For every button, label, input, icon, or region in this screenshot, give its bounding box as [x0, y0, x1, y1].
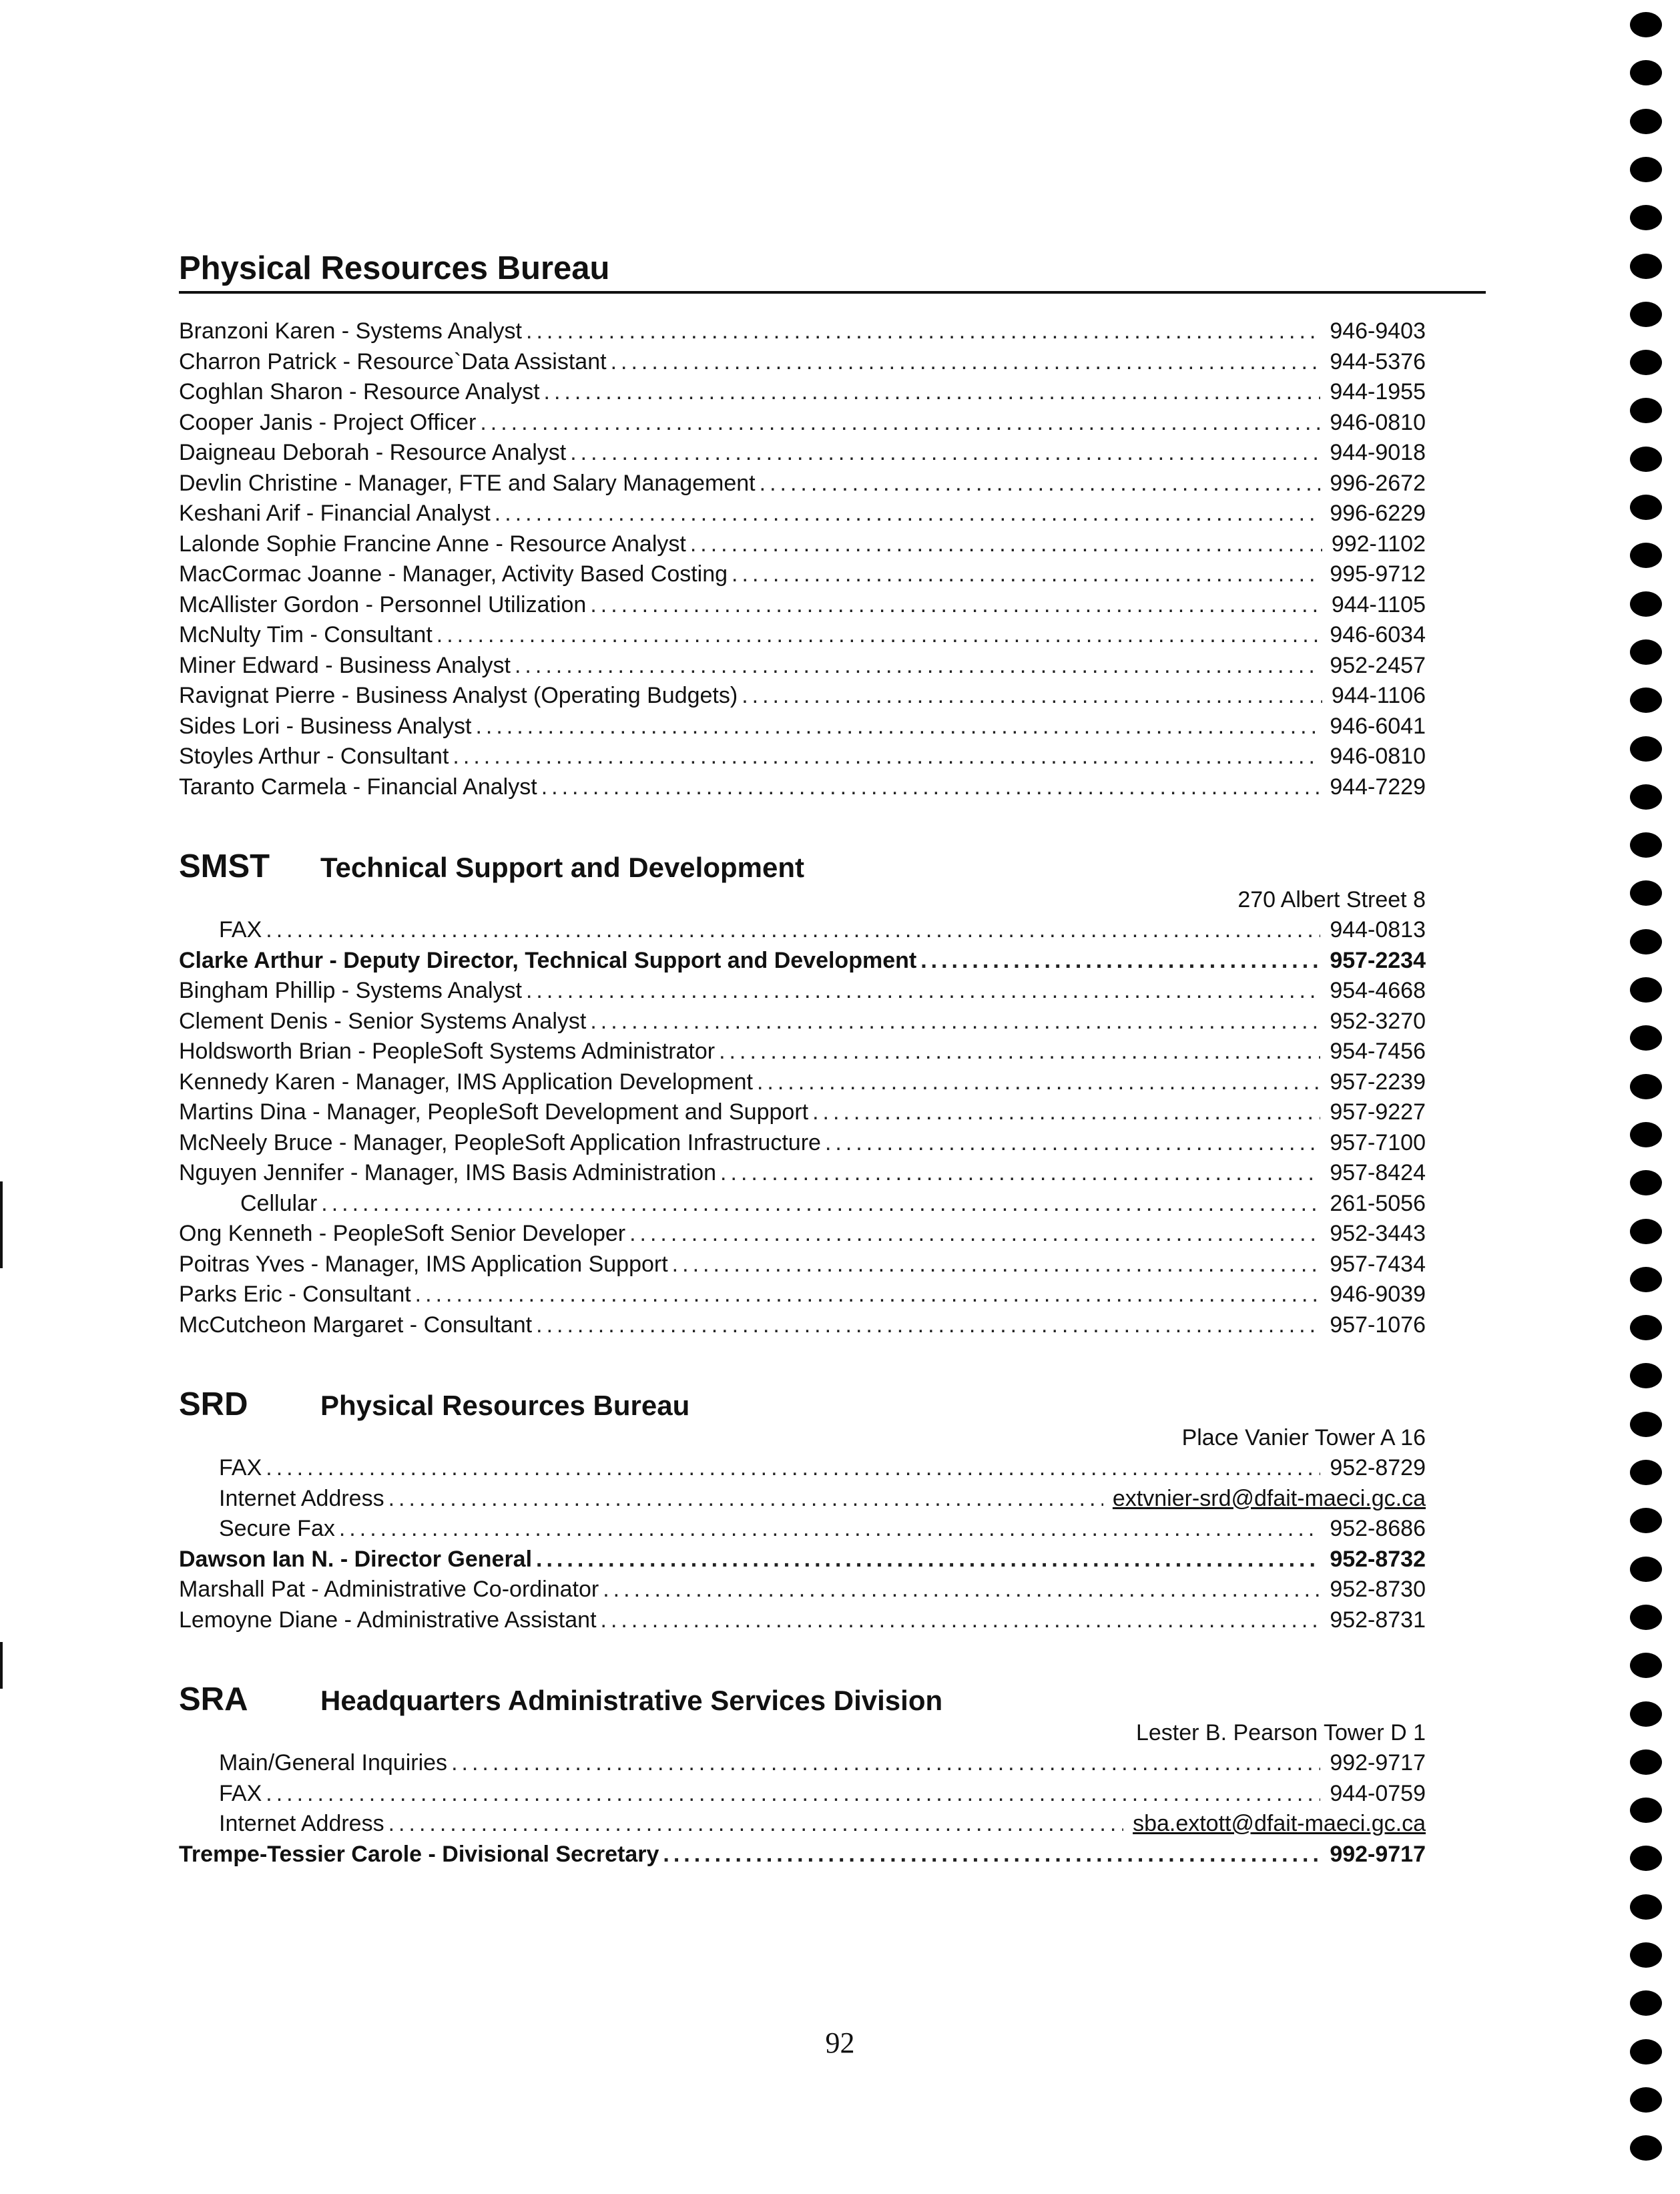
entry-name: Sides Lori - Business Analyst — [179, 713, 472, 739]
entry-name: Cooper Janis - Project Officer — [179, 409, 477, 435]
phone-number: 946-6041 — [1330, 713, 1426, 739]
phone-number: 946-6034 — [1330, 622, 1426, 647]
directory-entry — [179, 1250, 1426, 1280]
dot-leader — [453, 742, 1320, 772]
section-address: Place Vanier Tower A 16 — [1181, 1425, 1426, 1450]
entry-name: Stoyles Arthur - Consultant — [179, 744, 449, 769]
entry-name: McCutcheon Margaret - Consultant — [179, 1312, 533, 1338]
punch-hole — [1630, 736, 1662, 762]
entry-name: Poitras Yves - Manager, IMS Application Support — [179, 1251, 668, 1277]
directory-entry — [179, 712, 1426, 742]
punch-hole — [1630, 1653, 1662, 1678]
phone-number: 957-1076 — [1330, 1312, 1426, 1338]
phone-number: 957-2234 — [1330, 947, 1426, 973]
dot-leader — [757, 1067, 1320, 1098]
dot-leader — [388, 1484, 1103, 1515]
entry-name: Nguyen Jennifer - Manager, IMS Basis Administration — [179, 1160, 717, 1185]
directory-entry — [179, 469, 1426, 499]
phone-number: 954-7456 — [1330, 1039, 1426, 1064]
punch-hole — [1630, 1122, 1662, 1147]
dot-leader — [719, 1037, 1320, 1067]
entry-name: Internet Address — [219, 1485, 384, 1511]
entry-name: Ong Kenneth - PeopleSoft Senior Developer — [179, 1221, 626, 1246]
dot-leader — [266, 1453, 1320, 1484]
directory-entry — [179, 1545, 1426, 1575]
entry-name: McAllister Gordon - Personnel Utilization — [179, 591, 587, 617]
entry-name: Marshall Pat - Administrative Co-ordinator — [179, 1577, 599, 1602]
directory-entry — [179, 1748, 1426, 1779]
punch-hole — [1630, 302, 1662, 327]
phone-number: 954-4668 — [1330, 978, 1426, 1003]
directory-entry — [179, 976, 1426, 1007]
directory-entry — [179, 1453, 1426, 1484]
punch-hole — [1630, 60, 1662, 85]
phone-number: 952-8730 — [1330, 1577, 1426, 1602]
punch-hole — [1630, 2087, 1662, 2113]
dot-leader — [570, 438, 1320, 469]
directory-entry — [179, 1484, 1426, 1515]
entry-name: Holdsworth Brian - PeopleSoft Systems Administrator — [179, 1039, 716, 1064]
dot-leader — [672, 1250, 1321, 1280]
punch-hole — [1630, 157, 1662, 182]
dot-leader — [415, 1280, 1321, 1310]
directory-entry — [179, 1809, 1426, 1840]
phone-number: 261-5056 — [1330, 1190, 1426, 1216]
section-heading — [179, 1386, 1486, 1423]
entry-name: FAX — [219, 917, 262, 942]
page-title: Physical Resources Bureau — [179, 248, 1486, 294]
section-address: 270 Albert Street 8 — [1237, 887, 1426, 912]
phone-number: 957-7100 — [1330, 1129, 1426, 1155]
directory-entry — [179, 1158, 1426, 1189]
directory-entry — [179, 1007, 1426, 1037]
entry-name: Trempe-Tessier Carole - Divisional Secretary — [179, 1841, 659, 1867]
section-sra — [179, 1681, 1486, 1870]
punch-hole — [1630, 977, 1662, 1003]
page-number: 92 — [825, 2026, 855, 2059]
punch-hole — [1630, 591, 1662, 617]
entry-name: Main/General Inquiries — [219, 1750, 448, 1775]
section-name: Headquarters Administrative Services Division — [320, 1685, 943, 1716]
dot-leader — [526, 976, 1320, 1007]
phone-number: 952-8686 — [1330, 1516, 1426, 1541]
section-name: Physical Resources Bureau — [320, 1390, 690, 1421]
punch-hole — [1630, 1508, 1662, 1533]
punch-hole — [1630, 784, 1662, 810]
dot-leader — [526, 316, 1320, 347]
punch-hole — [1630, 1605, 1662, 1630]
phone-number: 946-9039 — [1330, 1282, 1426, 1307]
phone-number: 952-2457 — [1330, 652, 1426, 678]
directory-entry — [179, 681, 1426, 712]
phone-number: 952-8729 — [1330, 1455, 1426, 1480]
entry-name: Devlin Christine - Manager, FTE and Salary Management — [179, 470, 756, 496]
punch-hole — [1630, 832, 1662, 858]
punch-hole — [1630, 1701, 1662, 1727]
punch-hole — [1630, 495, 1662, 520]
dot-leader — [720, 1158, 1320, 1189]
directory-entry — [179, 408, 1426, 439]
phone-number: 992-9717 — [1330, 1750, 1426, 1775]
directory-entry — [179, 1605, 1426, 1636]
phone-number: 946-0810 — [1330, 744, 1426, 769]
directory-entry — [179, 316, 1426, 347]
phone-number: 944-0813 — [1330, 917, 1426, 942]
phone-number: 957-2239 — [1330, 1069, 1426, 1095]
entry-name: Taranto Carmela - Financial Analyst — [179, 774, 537, 800]
phone-number: 992-9717 — [1330, 1841, 1426, 1867]
directory-entry — [179, 1097, 1426, 1128]
phone-number: 996-2672 — [1330, 470, 1426, 496]
punch-hole — [1630, 1460, 1662, 1485]
entry-name: Lemoyne Diane - Administrative Assistant — [179, 1607, 597, 1633]
phone-number: 992-1102 — [1331, 531, 1426, 557]
phone-number: 952-3443 — [1330, 1221, 1426, 1246]
dot-leader — [544, 377, 1321, 408]
directory-content — [179, 248, 1486, 1870]
entry-name: Charron Patrick - Resource`Data Assistant — [179, 348, 607, 374]
phone-number: 957-8424 — [1330, 1160, 1426, 1185]
punch-hole — [1630, 2135, 1662, 2161]
punch-hole — [1630, 1557, 1662, 1582]
directory-entry — [179, 1128, 1426, 1159]
punch-hole — [1630, 1990, 1662, 2016]
phone-number: 944-1105 — [1331, 591, 1426, 617]
punch-hole — [1630, 1315, 1662, 1340]
directory-entry — [179, 946, 1426, 977]
phone-number: 944-9018 — [1330, 440, 1426, 465]
dot-leader — [603, 1575, 1320, 1605]
dot-leader — [475, 712, 1320, 742]
entry-name: Miner Edward - Business Analyst — [179, 652, 511, 678]
directory-entry — [179, 772, 1426, 803]
phone-number: 944-7229 — [1330, 774, 1426, 800]
email-link[interactable]: sba.extott@dfait-maeci.gc.ca — [1133, 1811, 1426, 1836]
punch-hole — [1630, 12, 1662, 37]
section-address: Lester B. Pearson Tower D 1 — [1135, 1720, 1426, 1745]
section-heading — [179, 1681, 1486, 1718]
entry-name: Ravignat Pierre - Business Analyst (Operating Budgets) — [179, 683, 738, 708]
dot-leader — [590, 1007, 1320, 1037]
punch-hole — [1630, 1942, 1662, 1968]
punch-hole — [1630, 398, 1662, 423]
entry-name: Cellular — [240, 1190, 318, 1216]
scan-edge-mark — [0, 1642, 3, 1689]
sections-container — [179, 848, 1486, 1870]
phone-number: 995-9712 — [1330, 561, 1426, 587]
entry-name: Branzoni Karen - Systems Analyst — [179, 318, 523, 344]
directory-entry — [179, 742, 1426, 772]
phone-number: 952-8731 — [1330, 1607, 1426, 1633]
section-code: SRA — [179, 1681, 248, 1717]
dot-leader — [480, 408, 1320, 439]
phone-number: 957-9227 — [1330, 1099, 1426, 1125]
main-staff-list — [179, 316, 1486, 802]
directory-entry — [179, 438, 1426, 469]
phone-number: 952-8732 — [1330, 1546, 1426, 1572]
directory-entry — [179, 377, 1426, 408]
directory-entry — [179, 1840, 1426, 1870]
directory-entry — [179, 559, 1426, 590]
dot-leader — [760, 469, 1321, 499]
section-smst — [179, 848, 1486, 1340]
entry-name: Lalonde Sophie Francine Anne - Resource Analyst — [179, 531, 686, 557]
directory-entry — [179, 1514, 1426, 1545]
phone-number: 944-1955 — [1330, 379, 1426, 404]
entry-name: Daigneau Deborah - Resource Analyst — [179, 440, 567, 465]
punch-hole — [1630, 1894, 1662, 1920]
directory-entry — [179, 590, 1426, 621]
entry-name: Secure Fax — [219, 1516, 335, 1541]
dot-leader — [629, 1219, 1320, 1250]
punch-hole — [1630, 1219, 1662, 1244]
dot-leader — [515, 651, 1320, 681]
phone-number: 957-7434 — [1330, 1251, 1426, 1277]
directory-entry — [179, 499, 1426, 529]
directory-entry — [179, 347, 1426, 378]
directory-entry — [179, 915, 1426, 946]
punch-hole — [1630, 1267, 1662, 1292]
entry-name: Dawson Ian N. - Director General — [179, 1546, 533, 1572]
dot-leader — [663, 1840, 1320, 1870]
dot-leader — [536, 1545, 1320, 1575]
entry-name: McNulty Tim - Consultant — [179, 622, 433, 647]
punch-hole — [1630, 1846, 1662, 1871]
directory-entry — [179, 1037, 1426, 1067]
dot-leader — [690, 529, 1322, 560]
punch-hole — [1630, 929, 1662, 954]
section-srd — [179, 1386, 1486, 1635]
punch-hole — [1630, 1170, 1662, 1195]
dot-leader — [920, 946, 1320, 977]
punch-hole — [1630, 1074, 1662, 1099]
punch-hole — [1630, 254, 1662, 279]
entry-name: Kennedy Karen - Manager, IMS Application Development — [179, 1069, 753, 1095]
dot-leader — [495, 499, 1321, 529]
punch-hole — [1630, 447, 1662, 472]
scan-edge-mark — [0, 1181, 3, 1268]
entry-name: McNeely Bruce - Manager, PeopleSoft Application Infrastructure — [179, 1129, 821, 1155]
directory-entry — [179, 529, 1426, 560]
dot-leader — [266, 1779, 1320, 1810]
dot-leader — [825, 1128, 1320, 1159]
directory-entry — [179, 1779, 1426, 1810]
entry-name: FAX — [219, 1780, 262, 1806]
section-name: Technical Support and Development — [320, 852, 804, 883]
phone-number: 946-9403 — [1330, 318, 1426, 344]
punch-hole — [1630, 1363, 1662, 1388]
phone-number: 944-5376 — [1330, 348, 1426, 374]
directory-entry — [179, 1067, 1426, 1098]
section-heading — [179, 848, 1486, 885]
punch-hole — [1630, 1798, 1662, 1823]
dot-leader — [388, 1809, 1123, 1840]
punch-hole — [1630, 543, 1662, 568]
entry-name: Clement Denis - Senior Systems Analyst — [179, 1008, 587, 1034]
dot-leader — [321, 1189, 1320, 1219]
punch-hole — [1630, 880, 1662, 906]
directory-entry — [179, 1189, 1426, 1219]
entry-name: MacCormac Joanne - Manager, Activity Based Costing — [179, 561, 728, 587]
dot-leader — [590, 590, 1322, 621]
entry-name: Internet Address — [219, 1811, 384, 1836]
binding-punch-holes — [1630, 12, 1670, 2188]
punch-hole — [1630, 639, 1662, 665]
punch-hole — [1630, 1749, 1662, 1775]
phone-number: 946-0810 — [1330, 409, 1426, 435]
directory-entry — [179, 1310, 1426, 1341]
directory-entry — [179, 651, 1426, 681]
entry-name: Martins Dina - Manager, PeopleSoft Development and Support — [179, 1099, 809, 1125]
dot-leader — [339, 1514, 1320, 1545]
dot-leader — [437, 620, 1321, 651]
directory-entry — [179, 620, 1426, 651]
entry-name: Keshani Arif - Financial Analyst — [179, 501, 491, 526]
dot-leader — [742, 681, 1322, 712]
phone-number: 944-0759 — [1330, 1780, 1426, 1806]
phone-number: 944-1106 — [1331, 683, 1426, 708]
punch-hole — [1630, 1025, 1662, 1051]
phone-number: 996-6229 — [1330, 501, 1426, 526]
email-link[interactable]: extvnier-srd@dfait-maeci.gc.ca — [1112, 1485, 1426, 1511]
entry-name: Parks Eric - Consultant — [179, 1282, 411, 1307]
punch-hole — [1630, 1412, 1662, 1437]
dot-leader — [732, 559, 1320, 590]
entry-name: Bingham Phillip - Systems Analyst — [179, 978, 522, 1003]
dot-leader — [451, 1748, 1320, 1779]
entry-name: FAX — [219, 1455, 262, 1480]
dot-leader — [536, 1310, 1320, 1341]
dot-leader — [601, 1605, 1321, 1636]
phone-number: 952-3270 — [1330, 1008, 1426, 1034]
entry-name: Coghlan Sharon - Resource Analyst — [179, 379, 540, 404]
punch-hole — [1630, 350, 1662, 375]
dot-leader — [812, 1097, 1320, 1128]
punch-hole — [1630, 109, 1662, 134]
dot-leader — [611, 347, 1321, 378]
entry-name: Clarke Arthur - Deputy Director, Technical Support and Development — [179, 947, 917, 973]
directory-entry — [179, 1575, 1426, 1605]
punch-hole — [1630, 688, 1662, 713]
punch-hole — [1630, 205, 1662, 230]
dot-leader — [266, 915, 1320, 946]
directory-entry — [179, 1219, 1426, 1250]
directory-entry — [179, 1280, 1426, 1310]
dot-leader — [541, 772, 1321, 803]
section-code: SMST — [179, 848, 270, 884]
section-code: SRD — [179, 1386, 248, 1422]
